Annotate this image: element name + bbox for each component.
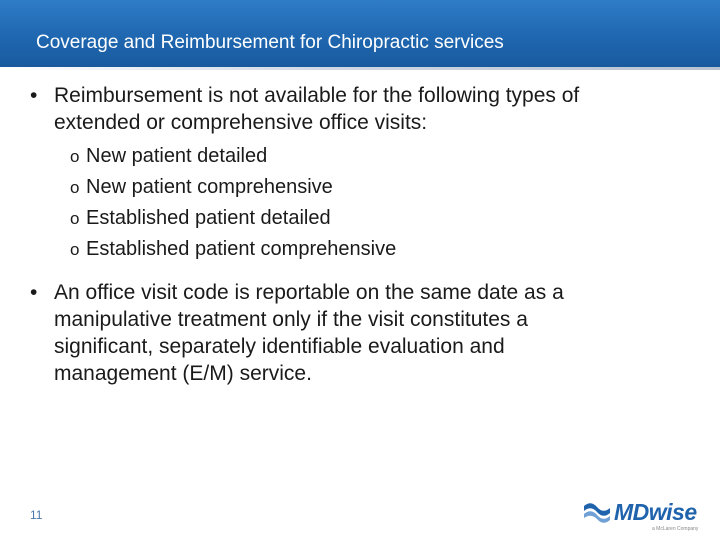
bullet-line: An office visit code is reportable on the same date as a (54, 281, 564, 304)
bullet-text (54, 279, 564, 387)
list-item-text: Established patient comprehensive (86, 238, 397, 260)
list-item-text: New patient detailed (86, 145, 268, 167)
list-item-text: Established patient detailed (86, 207, 331, 229)
logo-mark-icon (582, 498, 612, 526)
list-item-text: New patient comprehensive (86, 176, 333, 198)
bullet-line: extended or comprehensive office visits: (54, 111, 428, 134)
list-item (70, 176, 396, 207)
title-divider (0, 67, 720, 70)
mdwise-logo (582, 496, 710, 534)
slide-title: Coverage and Reimbursement for Chiropractic services (36, 32, 504, 53)
bullet-line: Reimbursement is not available for the following types of (54, 84, 580, 107)
bullet-text (54, 82, 579, 136)
bullet-marker: • (30, 281, 38, 304)
bullet-line: significant, separately identifiable evaluation and (54, 335, 505, 358)
title-bar (0, 0, 720, 67)
list-item (70, 145, 396, 176)
bullet-marker: • (30, 84, 38, 107)
sub-bullet-marker: o (70, 147, 80, 166)
list-item (70, 238, 396, 269)
sub-bullet-marker: o (70, 209, 80, 228)
list-item (70, 207, 396, 238)
logo-wordmark: MDwise (614, 499, 697, 525)
bullet-line: management (E/M) service. (54, 362, 312, 385)
visit-types-list (70, 145, 396, 269)
sub-bullet-marker: o (70, 240, 80, 259)
page-number: 11 (30, 508, 43, 522)
logo-tagline: a McLaren Company (652, 526, 699, 532)
bullet-line: manipulative treatment only if the visit constitutes a (54, 308, 528, 331)
sub-bullet-marker: o (70, 178, 80, 197)
